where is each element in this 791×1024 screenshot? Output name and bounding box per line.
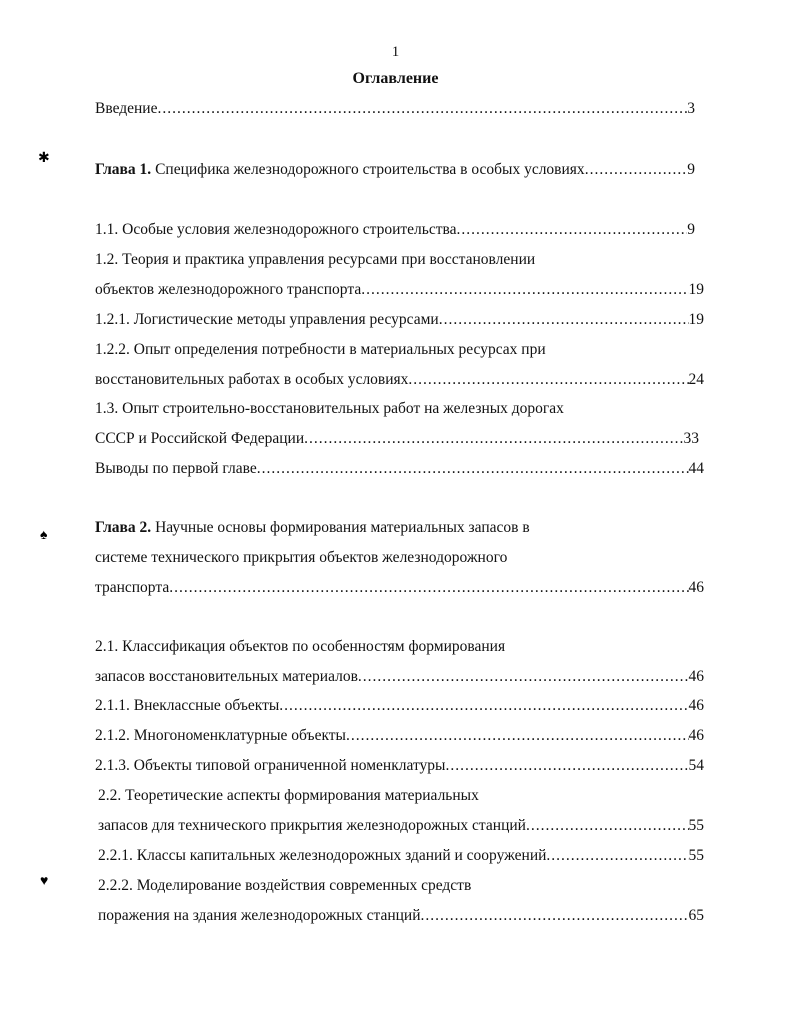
toc-page: 46 — [688, 668, 704, 685]
toc-label: восстановительных работах в особых условиях — [95, 371, 409, 388]
toc-entry-1-2[interactable] — [95, 280, 704, 300]
toc-label: 2.1.2. Многономенклатурные объекты — [95, 727, 346, 744]
toc-page: 55 — [688, 817, 704, 834]
toc-label: транспорта — [95, 579, 170, 596]
toc-entry-2-1-1[interactable] — [95, 696, 704, 716]
chapter-title: Специфика железнодорожного строительства в особых условиях — [151, 161, 585, 178]
toc-entry-2-2-line1[interactable]: 2.2. Теоретические аспекты формирования материальных — [98, 787, 479, 804]
toc-page: 9 — [687, 221, 695, 238]
toc-page: 46 — [688, 727, 704, 744]
toc-entry-2-2-2[interactable] — [98, 906, 704, 926]
toc-page: 24 — [688, 371, 704, 388]
toc-entry-1-3[interactable] — [95, 429, 699, 449]
page-number: 1 — [391, 44, 400, 60]
toc-label: 1.2.1. Логистические методы управления ресурсами — [95, 311, 439, 328]
toc-entry-1-1[interactable] — [95, 220, 695, 240]
margin-mark: ♠ — [40, 528, 48, 543]
toc-entry-1-2-line1[interactable]: 1.2. Теория и практика управления ресурсами при восстановлении — [95, 251, 536, 268]
toc-page: 3 — [687, 100, 695, 117]
toc-label: 1.1. Особые условия железнодорожного строительства — [95, 221, 457, 238]
toc-label: запасов восстановительных материалов — [95, 668, 358, 685]
toc-page: 54 — [688, 757, 704, 774]
toc-page: 19 — [688, 281, 704, 298]
toc-entry-chapter-2[interactable] — [95, 578, 704, 598]
chapter-title: Научные основы формирования материальных запасов в — [151, 519, 530, 536]
toc-entry-1-2-2-line1[interactable]: 1.2.2. Опыт определения потребности в материальных ресурсах при — [95, 341, 546, 358]
toc-label: 2.1.1. Внеклассные объекты — [95, 697, 280, 714]
toc-entry-chapter-1[interactable] — [95, 160, 695, 180]
margin-mark: ♥ — [40, 874, 49, 889]
toc-entry-2-2-2-line1[interactable]: 2.2.2. Моделирование воздействия современных средств — [98, 877, 472, 894]
toc-page: 44 — [688, 460, 704, 477]
toc-entry-intro[interactable] — [95, 99, 695, 119]
toc-entry-1-2-2[interactable] — [95, 370, 704, 390]
chapter-prefix: Глава 1. — [95, 161, 152, 178]
toc-entry-1-3-line1[interactable]: 1.3. Опыт строительно-восстановительных работ на железных дорогах — [95, 400, 564, 417]
toc-label: Выводы по первой главе — [95, 460, 257, 477]
toc-label: объектов железнодорожного транспорта — [95, 281, 362, 298]
toc-entry-2-2-1[interactable] — [98, 846, 704, 866]
toc-page: 19 — [688, 311, 704, 328]
toc-label: 2.1.3. Объекты типовой ограниченной номенклатуры — [95, 757, 446, 774]
page-title: Оглавление — [352, 70, 439, 87]
toc-entry-1-2-1[interactable] — [95, 310, 704, 330]
toc-entry-chapter-2-line1[interactable] — [95, 518, 530, 538]
chapter-prefix: Глава 2. — [95, 519, 152, 536]
toc-label: Введение — [95, 100, 158, 117]
toc-entry-2-2[interactable] — [98, 816, 704, 836]
toc-page: 65 — [688, 907, 704, 924]
toc-page: 33 — [683, 430, 699, 447]
margin-mark: ✱ — [38, 151, 50, 166]
toc-label: СССР и Российской Федерации — [95, 430, 305, 447]
toc-page: 46 — [688, 579, 704, 596]
toc-label: поражения на здания железнодорожных станций — [98, 907, 421, 924]
toc-entry-chapter-2-line2[interactable]: системе технического прикрытия объектов железнодорожного — [95, 549, 508, 566]
toc-label: 2.2.1. Классы капитальных железнодорожных зданий и сооружений — [98, 847, 547, 864]
toc-label: запасов для технического прикрытия железнодорожных станций — [98, 817, 526, 834]
toc-page: 55 — [688, 847, 704, 864]
toc-entry-conclusions-1[interactable] — [95, 459, 704, 479]
toc-entry-2-1-2[interactable] — [95, 726, 704, 746]
toc-page: 9 — [687, 161, 695, 178]
toc-entry-2-1[interactable] — [95, 667, 704, 687]
toc-page: 46 — [688, 697, 704, 714]
toc-entry-2-1-3[interactable] — [95, 756, 704, 776]
toc-entry-2-1-line1[interactable]: 2.1. Классификация объектов по особенностям формирования — [95, 638, 506, 655]
